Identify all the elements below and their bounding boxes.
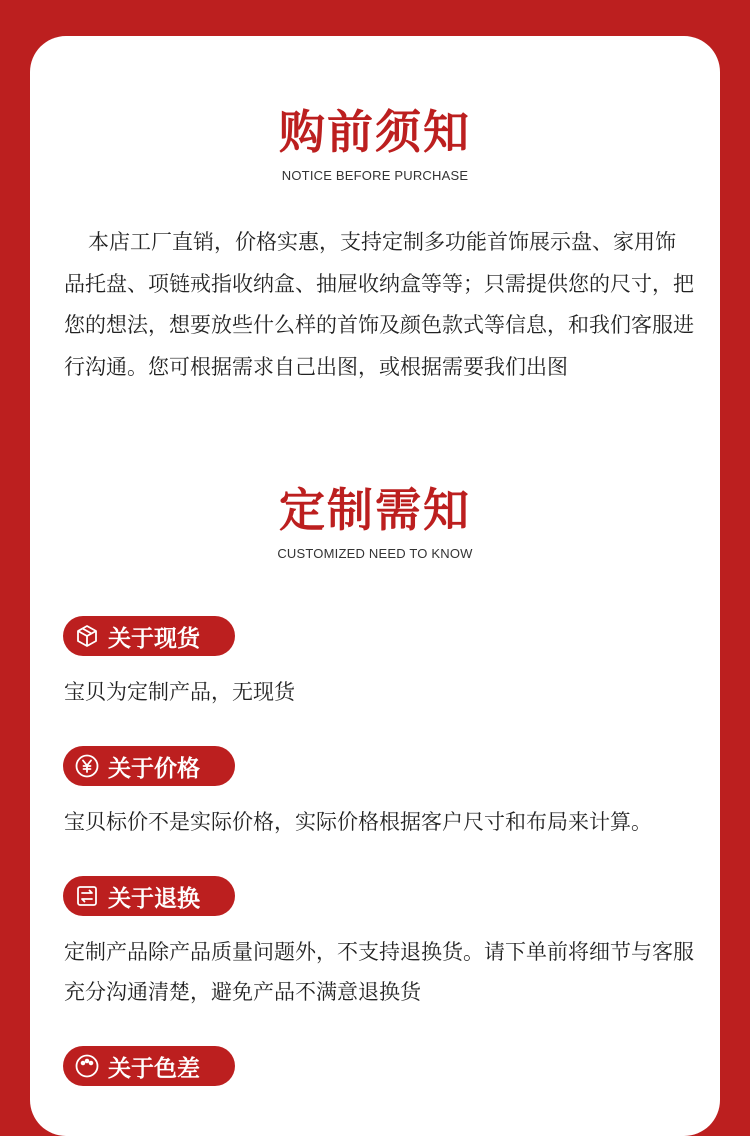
pill-price — [63, 746, 235, 786]
notice-paragraph: 本店工厂直销，价格实惠，支持定制多功能首饰展示盘、家用饰品托盘、项链戒指收纳盒、抽屉收纳盒等等；只需提供您的尺寸，把您的想法，想要放些什么样的首饰及颜色款式等信息，和我们客服进行沟通。您可根据需求自己出图，或根据需要我们出图 — [64, 230, 694, 379]
pill-color-label: 关于色差 — [108, 1055, 200, 1082]
custom-subtitle: CUSTOMIZED NEED TO KNOW — [277, 546, 473, 561]
pill-return — [63, 876, 235, 916]
stock-text: 宝贝为定制产品，无现货 — [64, 680, 295, 704]
yen-icon — [74, 753, 100, 779]
pill-return-label: 关于退换 — [108, 885, 200, 912]
box-icon — [74, 623, 100, 649]
pill-color — [63, 1046, 235, 1086]
pill-stock — [63, 616, 235, 656]
price-text: 宝贝标价不是实际价格，实际价格根据客户尺寸和布局来计算。 — [64, 810, 652, 834]
exchange-icon — [74, 883, 100, 909]
return-text: 定制产品除产品质量问题外，不支持退换货。请下单前将细节与客服充分沟通清楚，避免产品不满意退换货 — [64, 940, 694, 1004]
custom-title: 定制需知 — [279, 483, 471, 537]
pill-stock-label: 关于现货 — [108, 625, 200, 652]
notice-subtitle: NOTICE BEFORE PURCHASE — [281, 168, 469, 183]
pill-price-label: 关于价格 — [108, 755, 200, 782]
notice-title: 购前须知 — [279, 105, 471, 159]
palette-icon — [74, 1053, 100, 1079]
